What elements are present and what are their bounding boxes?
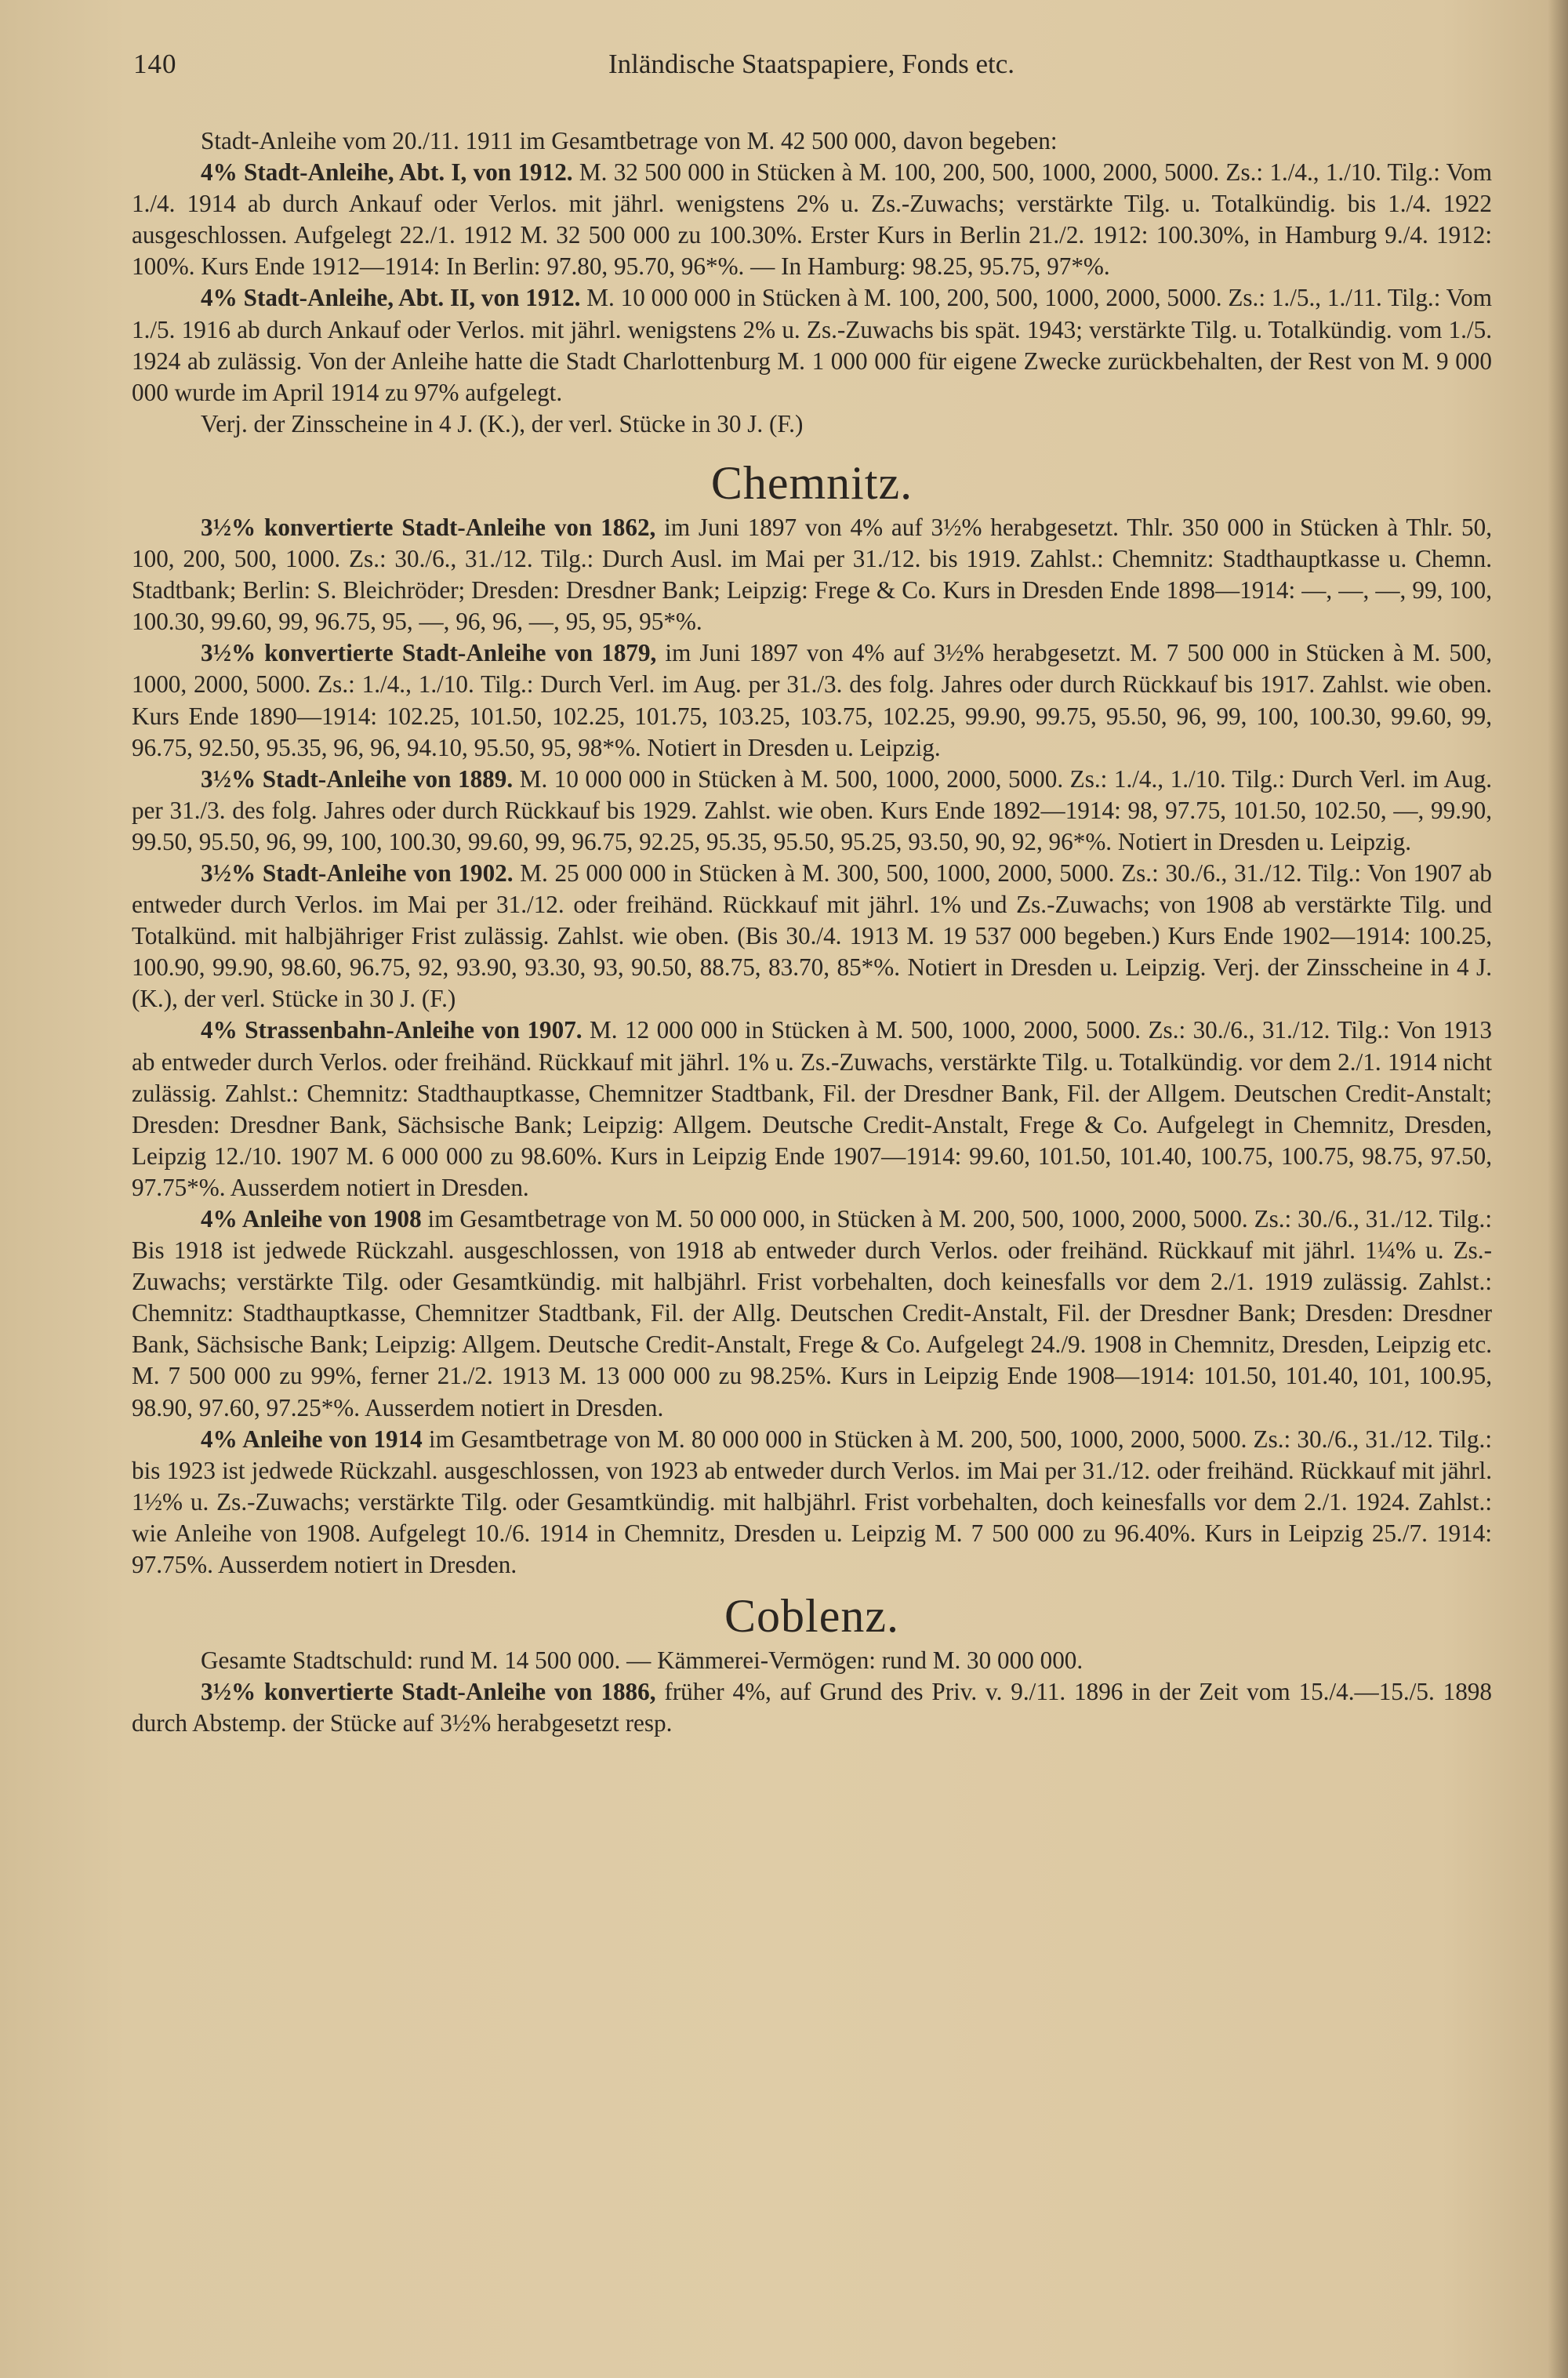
section-heading-coblenz: Coblenz. [724,1590,899,1643]
paragraph-text: Gesamte Stadtschuld: rund M. 14 500 000. — Kämmerei-Vermögen: rund M. 30 000 000. [201,1646,1083,1675]
paragraph [132,125,1492,157]
paragraph [132,764,1492,858]
paragraph-text: im Gesamtbetrage von M. 50 000 000, in Stücken à M. 200, 500, 1000, 2000, 5000. Zs.: 30./6., 31./12. Tilg.: Bis 1918 ist jedwede Rückzahl. ausgeschlossen, von 1918 ab entweder durch Verlos. oder freihänd. Rückkauf mit jährl. 1¼% u. Zs.-Zuwachs; verstärkte Tilg. oder Gesamtkündig. mit halbjährl. Frist vorbehalten, doch keinesfalls vor dem 2./1. 1919 zulässig. Zahlst.: Chemnitz: Stadthauptkasse, Chemnitzer Stadtbank, Fil. der Allg. Deutschen Credit-Anstalt, Fil. der Dresdner Bank; Dresden: Dresdner Bank, Sächsische Bank; Leipzig: Allgem. Deutsche Credit-Anstalt, Frege & Co. Aufgelegt 24./9. 1908 in Chemnitz, Dresden, Leipzig etc. M. 7 500 000 zu 99%, ferner 21./2. 1913 M. 13 000 000 zu 98.25%. Kurs in Leipzig Ende 1908—1914: 101.50, 101.40, 101, 100.95, 98.90, 97.60, 97.25*%. Ausserdem notiert in Dresden. [132,1205,1492,1421]
paragraph-text: im Juni 1897 von 4% auf 3½% herabgesetzt. Thlr. 350 000 in Stücken à Thlr. 50, 100, 200, 500, 1000. Zs.: 30./6., 31./12. Tilg.: Durch Ausl. im Mai per 31./12. bis 1919. Zahlst.: Chemnitz: Stadthauptkasse u. Chemn. Stadtbank; Berlin: S. Bleichröder; Dresden: Dresdner Bank; Leipzig: Frege & Co. Kurs in Dresden Ende 1898—1914: —, —, —, 99, 100, 100.30, 99.60, 99, 96.75, 95, —, 96, 96, —, 95, 95, 95*%. [132,513,1493,636]
bond-title: 4% Stadt-Anleihe, Abt. I, von 1912. [201,158,573,187]
paragraph [132,282,1492,408]
running-title: Inländische Staatspapiere, Fonds etc. [608,49,1015,79]
paragraph [132,157,1492,282]
page-header [133,49,1458,96]
paragraph [132,1204,1492,1424]
paragraph-text: M. 32 500 000 in Stücken à M. 100, 200, 500, 1000, 2000, 5000. Zs.: 1./4., 1./10. Tilg.: Vom 1./4. 1914 ab durch Ankauf oder Verlos. mit jährl. wenigstens 2% u. Zs.-Zuwachs; verstärkte Tilg. u. Totalkündig. bis 1./4. 1922 ausgeschlossen. Aufgelegt 22./1. 1912 M. 32 500 000 zu 100.30%. Erster Kurs in Berlin 21./2. 1912: 100.30%, in Hamburg 9./4. 1912: 100%. Kurs Ende 1912—1914: In Berlin: 97.80, 95.70, 96*%. — In Hamburg: 98.25, 95.75, 97*%. [132,158,1492,281]
bond-title: 3½% Stadt-Anleihe von 1902. [201,859,514,887]
bond-title: 3½% konvertierte Stadt-Anleihe von 1879, [201,639,657,667]
paragraph-text: im Juni 1897 von 4% auf 3½% herabgesetzt. M. 7 500 000 in Stücken à M. 500, 1000, 2000, 5000. Zs.: 1./4., 1./10. Tilg.: Durch Verl. im Aug. per 31./3. des folg. Jahres oder durch Rückkauf bis 1917. Zahlst. wie oben. Kurs Ende 1890—1914: 102.25, 101.50, 102.25, 101.75, 103.25, 103.75, 102.25, 99.90, 99.75, 95.50, 96, 99, 100, 100.30, 99.60, 99, 96.75, 92.50, 95.35, 96, 96, 94.10, 95.50, 95, 98*%. Notiert in Dresden u. Leipzig. [132,639,1492,761]
page-binding-shadow [1548,0,1568,2378]
bond-title: 4% Stadt-Anleihe, Abt. II, von 1912. [201,284,581,312]
bond-title: 4% Strassenbahn-Anleihe von 1907. [201,1016,583,1044]
paragraph-text: früher 4%, auf Grund des Priv. v. 9./11. 1896 in der Zeit vom 15./4.—15./5. 1898 durch Abstemp. der Stücke auf 3½% herabgesetzt resp. [132,1678,1492,1737]
paragraph-text: Verj. der Zinsscheine in 4 J. (K.), der verl. Stücke in 30 J. (F.) [201,409,804,437]
paragraph [132,512,1492,637]
paragraph-text: im Gesamtbetrage von M. 80 000 000 in Stücken à M. 200, 500, 1000, 2000, 5000. Zs.: 30./6., 31./12. Tilg.: bis 1923 ist jedwede Rückzahl. ausgeschlossen, von 1923 ab entweder durch Verlos. im Mai per 31./12. oder freihänd. Rückkauf mit jährl. 1½% u. Zs.-Zuwachs; verstärkte Tilg. oder Gesamtkündig. mit halbjährl. Frist vorbehalten, doch keinesfalls vor dem 2./1. 1924. Zahlst.: wie Anleihe von 1908. Aufgelegt 10./6. 1914 in Chemnitz, Dresden u. Leipzig M. 7 500 000 zu 96.40%. Kurs in Leipzig 25./7. 1914: 97.75%. Ausserdem notiert in Dresden. [132,1425,1492,1579]
bond-title: 3½% konvertierte Stadt-Anleihe von 1862, [201,513,656,541]
bond-title: 4% Anleihe von 1908 [201,1205,422,1233]
bond-title: 3½% Stadt-Anleihe von 1889. [201,764,514,793]
bond-title: 4% Anleihe von 1914 [201,1425,423,1453]
paragraph [132,408,1492,440]
paragraph [132,637,1492,763]
bond-title: 3½% konvertierte Stadt-Anleihe von 1886, [201,1678,656,1706]
paragraph [132,1424,1492,1581]
paragraph-text: M. 10 000 000 in Stücken à M. 100, 200, 500, 1000, 2000, 5000. Zs.: 1./5., 1./11. Tilg.: Vom 1./5. 1916 ab durch Ankauf oder Verlos. mit jährl. wenigstens 2% u. Zs.-Zuwachs bis spät. 1943; verstärkte Tilg. u. Totalkündig. vom 1./5. 1924 ab zulässig. Von der Anleihe hatte die Stadt Charlottenburg M. 1 000 000 für eigene Zwecke zurückbehalten, der Rest von M. 9 000 000 wurde im April 1914 zu 97% aufgelegt. [132,284,1492,406]
paragraph-text: M. 12 000 000 in Stücken à M. 500, 1000, 2000, 5000. Zs.: 30./6., 31./12. Tilg.: Von 1913 ab entweder durch Verlos. oder freihänd. Rückkauf mit jährl. 1% u. Zs.-Zuwachs, verstärkte Tilg. u. Totalkündig. vor dem 2./1. 1914 nicht zulässig. Zahlst.: Chemnitz: Stadthauptkasse, Chemnitzer Stadtbank, Fil. der Dresdner Bank, Fil. der Allgem. Deutschen Credit-Anstalt; Dresden: Dresdner Bank, Sächsische Bank; Leipzig: Allgem. Deutsche Credit-Anstalt, Frege & Co. Aufgelegt in Chemnitz, Dresden, Leipzig 12./10. 1907 M. 6 000 000 zu 98.60%. Kurs in Leipzig Ende 1907—1914: 99.60, 101.50, 101.40, 100.75, 100.75, 98.75, 97.50, 97.75*%. Ausserdem notiert in Dresden. [132,1016,1492,1201]
paragraph-text: Stadt-Anleihe vom 20./11. 1911 im Gesamtbetrage von M. 42 500 000, davon begeben: [201,127,1058,154]
page-number: 140 [133,49,177,79]
section-heading-chemnitz: Chemnitz. [710,456,913,509]
paragraph [132,1645,1492,1676]
paragraph-text: M. 10 000 000 in Stücken à M. 500, 1000, 2000, 5000. Zs.: 1./4., 1./10. Tilg.: Durch Verl. im Aug. per 31./3. des folg. Jahres oder durch Rückkauf bis 1929. Zahlst. wie oben. Kurs Ende 1892—1914: 98, 97.75, 101.50, 102.50, —, 99.90, 99.50, 95.50, 96, 99, 100, 100.30, 99.60, 99, 96.75, 92.25, 95.35, 95.50, 95.25, 93.50, 90, 92, 96*%. Notiert in Dresden u. Leipzig. [132,764,1492,855]
page-body [132,125,1492,1739]
paragraph-text: M. 25 000 000 in Stücken à M. 300, 500, 1000, 2000, 5000. Zs.: 30./6., 31./12. Tilg.: Von 1907 ab entweder durch Verlos. im Mai per 31./12. oder freihänd. Rückkauf mit jährl. 1% und Zs.-Zuwachs; von 1908 ab verstärkte Tilg. und Totalkünd. mit halbjähriger Frist zulässig. Zahlst. wie oben. (Bis 30./4. 1913 M. 19 537 000 begeben.) Kurs Ende 1902—1914: 100.25, 100.90, 99.90, 98.60, 96.75, 92, 93.90, 93.30, 93, 90.50, 88.75, 83.70, 85*%. Notiert in Dresden u. Leipzig. Verj. der Zinsscheine in 4 J. (K.), der verl. Stücke in 30 J. (F.) [132,859,1492,1013]
paragraph [132,1015,1492,1204]
paragraph [132,858,1492,1015]
paragraph [132,1676,1492,1739]
